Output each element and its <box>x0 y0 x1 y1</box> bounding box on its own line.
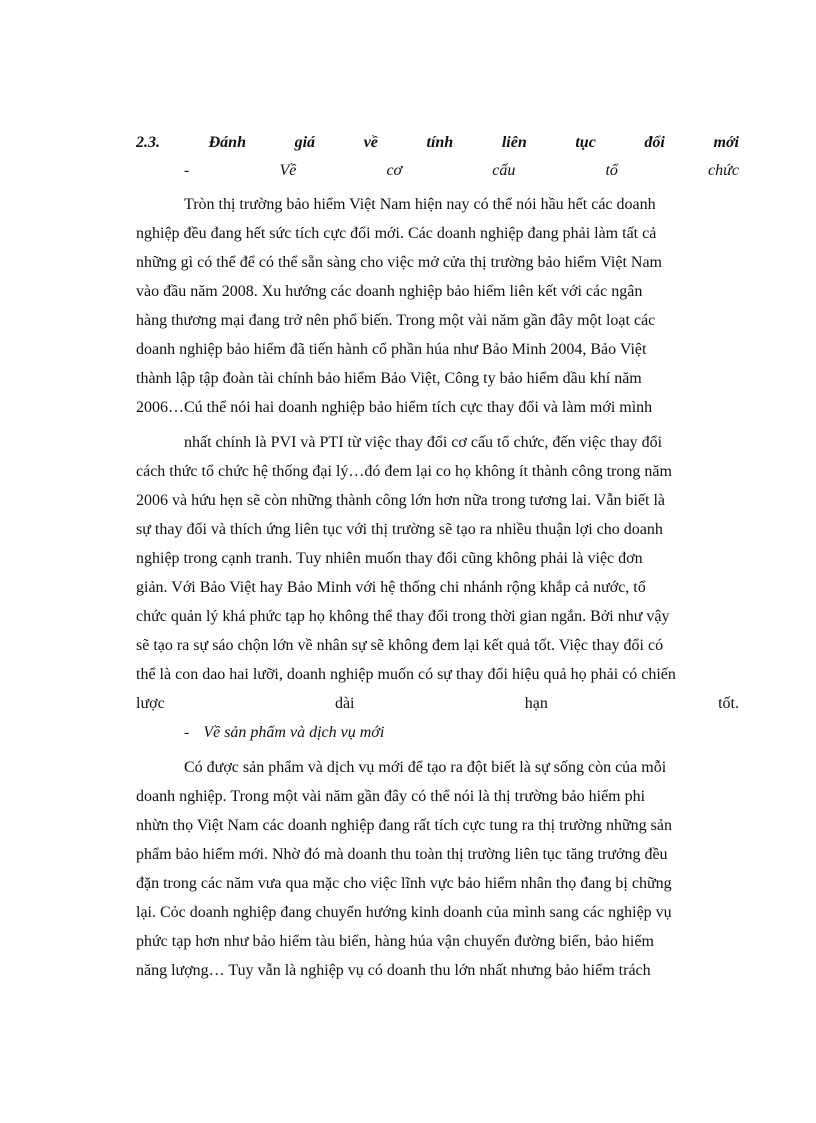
para2-line: nhất chính là PVI và PTI từ việc thay đổi cơ cấu tổ chức, đến việc thay đổi <box>184 434 663 451</box>
sub-word: - <box>184 162 190 179</box>
sub-dash: - <box>184 724 190 741</box>
para3-line: lại. Cỏc doanh nghiệp đang chuyển hướng kinh doanh của mình sang các nghiệp vụ <box>136 904 672 921</box>
para3-line: phức tạp hơn như bảo hiểm tàu biển, hàng húa vận chuyển đường biển, bảo hiểm <box>136 933 654 950</box>
heading-word: Đánh <box>208 134 246 151</box>
heading-word: liên <box>501 134 527 151</box>
para1-line: doanh nghiệp bảo hiểm đã tiến hành cổ phần húa như Bảo Minh 2004, Bảo Việt <box>136 341 647 358</box>
para1-line: hàng thương mại đang trở nên phổ biến. Trong một vài năm gần đây một loạt các <box>136 312 656 329</box>
para2-line: sự thay đổi và thích ứng liên tục với thị trường sẽ tạo ra nhiều thuận lợi cho doanh <box>136 521 663 538</box>
para2-line: chức quản lý khá phức tạp họ không thể thay đổi trong thời gian ngắn. Bởi như vậy <box>136 608 670 625</box>
heading-word: tính <box>426 134 454 151</box>
para1-line: Tròn thị trường bảo hiểm Việt Nam hiện nay có thể nói hầu hết các doanh <box>184 196 656 213</box>
para1-line: vào đầu năm 2008. Xu hướng các doanh nghiệp bảo hiểm liên kết với các ngân <box>136 283 643 300</box>
para2-line: sẽ tạo ra sự sáo chộn lớn về nhân sự sẽ không đem lại kết quả tốt. Việc thay đổi có <box>136 637 664 654</box>
sub-word: cấu <box>492 162 516 179</box>
sub-word: Về <box>279 162 297 179</box>
heading-word: 2.3. <box>136 134 160 151</box>
para3-line: Có được sản phẩm và dịch vụ mới để tạo ra đột biết là sự sống còn của mỗi <box>184 759 667 776</box>
para2-line: cách thức tổ chức hệ thống đại lý…đó đem lại co họ không ít thành công trong năm <box>136 463 672 480</box>
sub-word: chức <box>708 162 739 179</box>
para3-line: năng lượng… Tuy vẫn là nghiệp vụ có doanh thu lớn nhất nhưng bảo hiểm trách <box>136 962 651 979</box>
para2-line: thể là con dao hai lưỡi, doanh nghiệp muốn có sự thay đổi hiệu quả họ phải có chiến <box>136 666 676 683</box>
section-heading <box>136 133 739 153</box>
para2-line: 2006 và hứu hẹn sẽ còn những thành công lớn hơn nữa trong tương lai. Vẫn biết là <box>136 492 666 509</box>
sub-word: cơ <box>386 162 403 179</box>
word: dài <box>334 695 355 712</box>
sub-text: Về sản phẩm và dịch vụ mới <box>203 724 385 741</box>
heading-word: về <box>363 134 378 151</box>
subheading-products <box>184 723 739 743</box>
para3-line: nhừn thọ Việt Nam các doanh nghiệp đang rất tích cực tung ra thị trường những sản <box>136 817 672 834</box>
para3-line: phẩm bảo hiểm mới. Nhờ đó mà doanh thu toàn thị trường liên tục tăng trưởng đều <box>136 846 668 863</box>
para1-line: thành lập tập đoàn tài chính bảo hiểm Bảo Việt, Công ty bảo hiểm dầu khí năm <box>136 370 642 387</box>
para2-last-line <box>136 694 739 714</box>
word: lược <box>136 695 165 712</box>
word: tốt. <box>718 695 739 712</box>
para1-line: những gì có thể để có thể sẵn sàng cho việc mở cửa thị trường bảo hiểm Việt Nam <box>136 254 662 271</box>
para1-line: nghiệp đều đang hết sức tích cực đổi mới. Các doanh nghiệp đang phải làm tất cả <box>136 225 657 242</box>
heading-word: mới <box>713 134 739 151</box>
para3-line: đặn trong các năm vưa qua mặc cho việc lĩnh vực bảo hiểm nhân thọ đang bị chững <box>136 875 672 892</box>
para2-line: nghiệp trong cạnh tranh. Tuy nhiên muốn thay đổi cũng không phải là việc đơn <box>136 550 643 567</box>
word: hạn <box>524 695 548 712</box>
heading-word: tục <box>575 134 596 151</box>
heading-word: đổi <box>644 134 665 151</box>
heading-word: giá <box>294 134 316 151</box>
para1-line: 2006…Cú thể nói hai doanh nghiệp bảo hiểm tích cực thay đổi và làm mới mình <box>136 399 653 416</box>
para3-line: doanh nghiệp. Trong một vài năm gần đây có thể nói là thị trường bảo hiểm phi <box>136 788 646 805</box>
subheading-structure <box>184 161 739 181</box>
para2-line: giản. Với Bảo Việt hay Bảo Minh với hệ thống chi nhánh rộng khắp cả nước, tổ <box>136 579 646 596</box>
sub-word: tổ <box>605 162 618 179</box>
